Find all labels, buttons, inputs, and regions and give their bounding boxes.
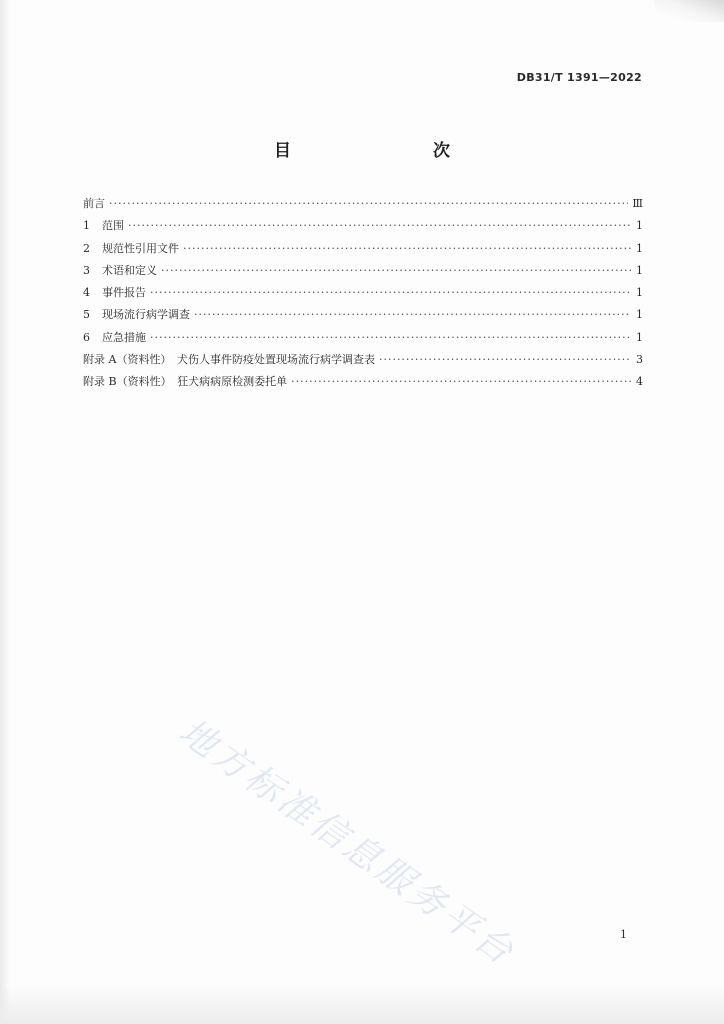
page-corner-fold (654, 0, 724, 22)
toc-leader-dots (194, 304, 631, 326)
toc-entry-page: 1 (636, 286, 643, 300)
toc-entry-emergency-measures[interactable] (83, 327, 643, 349)
toc-entry-page: Ⅲ (632, 197, 643, 210)
toc-entry-number: 5 (83, 308, 90, 322)
toc-entry-number: 4 (83, 286, 90, 300)
toc-entry-label: 附录 B（资料性） 狂犬病病原检测委托单 (83, 375, 288, 389)
toc-entry-page: 1 (636, 330, 643, 344)
toc-entry-preface[interactable] (83, 193, 643, 215)
toc-entry-label: 4 事件报告 (83, 282, 146, 304)
toc-leader-dots (150, 327, 631, 349)
toc-entry-label: 附录 A（资料性） 犬伤人事件防疫处置现场流行病学调查表 (83, 353, 375, 367)
toc-entry-label: 前言 (83, 197, 105, 210)
toc-leader-dots (150, 282, 631, 304)
toc-entry-page: 1 (636, 308, 643, 322)
toc-entry-page: 1 (636, 219, 643, 233)
toc-entry-scope[interactable] (83, 215, 643, 237)
toc-entry-page: 4 (636, 375, 643, 389)
toc-entry-number: 3 (83, 263, 90, 277)
toc-entry-number: 6 (83, 330, 90, 344)
toc-entry-normative-references[interactable] (83, 238, 643, 260)
toc-entry-appendix-b[interactable] (83, 371, 643, 393)
toc-entry-page: 1 (636, 241, 643, 255)
toc-entry-terms-definitions[interactable] (83, 260, 643, 282)
toc-leader-dots (379, 349, 631, 371)
scan-bottom-shade (0, 984, 724, 1024)
toc-entry-label: 6 应急措施 (83, 327, 146, 349)
toc-entry-label: 5 现场流行病学调查 (83, 304, 190, 326)
table-of-contents (83, 193, 643, 394)
toc-leader-dots (128, 215, 631, 237)
toc-entry-appendix-a[interactable] (83, 349, 643, 371)
document-code: DB31/T 1391—2022 (516, 71, 642, 84)
watermark-text: 地方标准信息服务平台 (171, 711, 523, 975)
toc-leader-dots (109, 193, 628, 215)
toc-leader-dots (183, 238, 631, 260)
toc-entry-page: 1 (636, 263, 643, 277)
page-number: 1 (620, 928, 627, 941)
toc-title: 目 次 (274, 141, 486, 161)
toc-leader-dots (291, 371, 631, 393)
toc-entry-label: 3 术语和定义 (83, 260, 157, 282)
toc-entry-label: 2 规范性引用文件 (83, 238, 179, 260)
toc-entry-incident-report[interactable] (83, 282, 643, 304)
toc-leader-dots (161, 260, 631, 282)
toc-entry-number: 1 (83, 219, 90, 233)
toc-entry-number: 2 (83, 241, 90, 255)
toc-entry-page: 3 (636, 353, 643, 367)
toc-entry-field-investigation[interactable] (83, 304, 643, 326)
toc-entry-label: 1 范围 (83, 215, 124, 237)
